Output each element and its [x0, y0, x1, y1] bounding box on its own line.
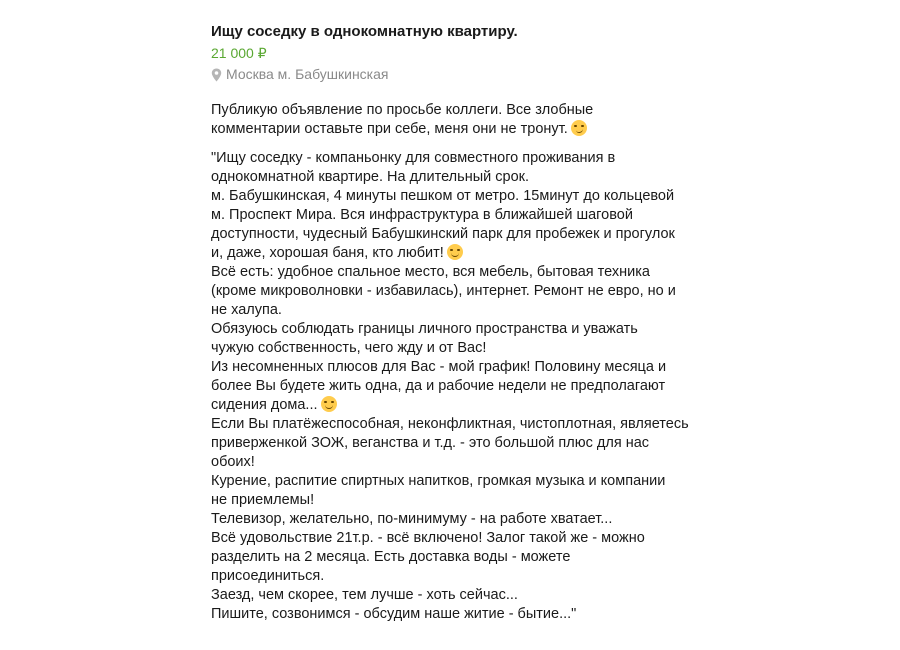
description-paragraph: Если Вы платёжеспособная, неконфликтная, чистоплотная, являетесь приверженкой ЗОЖ, веганства и т.д. - это большой плюс для нас обоих! Курение, распитие спиртных напитков, громкая музыка и компании не приемлемы! Телевизор, желательно, по-минимуму - на работе хватает... Всё удовольствие 21т.р. - всё включено! Залог такой же - можно разделить на 2 месяца. Есть доставка воды - можете присоединиться. Заезд, чем скорее, тем лучше - хоть сейчас... Пишите, созвонимся - обсудим наше житие - бытие..." [211, 416, 689, 622]
listing-location-text: Москва м. Бабушкинская [226, 66, 389, 82]
listing-location [211, 64, 701, 84]
description-intro-text: Публикую объявление по просьбе коллеги. Все злобные комментарии оставьте при себе, меня они не тронут. [211, 102, 594, 137]
smiling-face-emoji-icon [447, 244, 463, 260]
smirking-face-emoji-icon [571, 120, 587, 136]
description-quote [211, 149, 701, 624]
description-intro [211, 101, 701, 139]
listing-title[interactable]: Ищу соседку в однокомнатную квартиру. [211, 23, 518, 40]
description-paragraph: "Ищу соседку - компаньонку для совместного проживания в однокомнатной квартире. На длительный срок. м. Бабушкинская, 4 минуты пешком от метро. 15минут до кольцевой м. Проспект Мира. Вся инфраструктура в ближайшей шаговой доступности, чудесный Бабушкинский парк для пробежек и прогулок и, даже, хорошая баня, кто любит! [211, 150, 675, 261]
smiling-face-emoji-icon [321, 396, 337, 412]
map-pin-icon [211, 67, 222, 81]
description-paragraph: Всё есть: удобное спальное место, вся мебель, бытовая техника (кроме микроволновки - избавилась), интернет. Ремонт не евро, но и не халупа. Обязуюсь соблюдать границы личного пространства и уважать чужую собственность, чего жду и от Вас! Из несомненных плюсов для Вас - мой график! Половину месяца и более Вы будете жить одна, да и рабочие недели не предполагают сидения дома... [211, 264, 676, 413]
listing-price: 21 000 ₽ [211, 45, 267, 61]
listing-card [211, 22, 701, 624]
listing-description [211, 101, 701, 624]
